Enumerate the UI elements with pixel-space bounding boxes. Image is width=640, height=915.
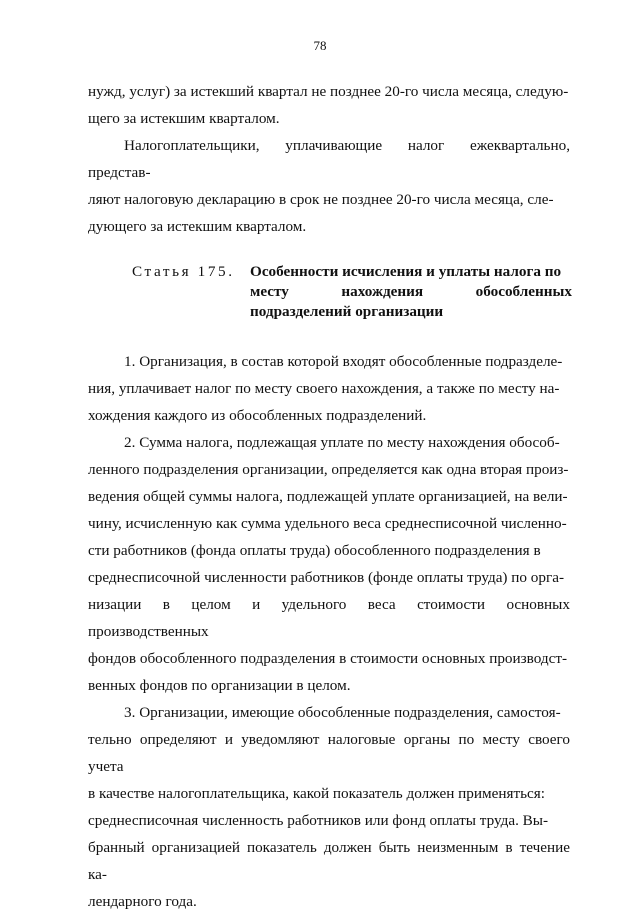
text-line: бранный организацией показатель должен быть неизменным в течение ка- <box>88 839 570 883</box>
page-number: 78 <box>313 38 327 53</box>
text-line: сти работников (фонда оплаты труда) обособленного подразделения в <box>88 542 541 559</box>
article-paragraph-2 <box>88 429 570 699</box>
article-title-line: Особенности исчисления и уплаты налога по <box>250 263 562 280</box>
text-line: тельно определяют и уведомляют налоговые органы по месту своего учета <box>88 731 570 775</box>
intro-paragraph-1 <box>88 78 570 132</box>
text-line: щего за истекшим кварталом. <box>88 110 280 127</box>
text-line: венных фондов по организации в целом. <box>88 677 351 694</box>
article-label: Статья 175. <box>132 263 235 280</box>
text-line: 3. Организации, имеющие обособленные подразделения, самостоя- <box>124 704 561 721</box>
text-line: 2. Сумма налога, подлежащая уплате по месту нахождения обособ- <box>124 434 560 451</box>
intro-paragraph-2 <box>88 132 570 240</box>
text-line: хождения каждого из обособленных подразделений. <box>88 407 427 424</box>
article-title-word: нахождения <box>341 283 424 300</box>
article-title-word: месту <box>250 283 289 300</box>
text-line: низации в целом и удельного веса стоимости основных производственных <box>88 596 570 640</box>
text-line: ведения общей суммы налога, подлежащей уплате организацией, на вели- <box>88 488 568 505</box>
article-body <box>88 348 570 915</box>
text-line: среднесписочная численность работников или фонд оплаты труда. Вы- <box>88 812 549 829</box>
text-line: среднесписочной численности работников (фонде оплаты труда) по орга- <box>88 569 565 586</box>
article-paragraph-1 <box>88 348 570 429</box>
text-line: ляют налоговую декларацию в срок не позднее 20-го числа месяца, сле- <box>88 191 554 208</box>
article-title-word: обособленных <box>475 283 572 300</box>
text-line: дующего за истекшим кварталом. <box>88 218 307 235</box>
article-title-line: подразделений организации <box>250 303 444 320</box>
article-title <box>250 262 572 322</box>
text-line: в качестве налогоплательщика, какой показатель должен применяться: <box>88 785 546 802</box>
text-line: Налогоплательщики, уплачивающие налог ежеквартально, представ- <box>88 137 570 181</box>
text-line: лендарного года. <box>88 893 197 910</box>
text-line: ленного подразделения организации, определяется как одна вторая произ- <box>88 461 569 478</box>
article-paragraph-3 <box>88 699 570 915</box>
intro-text <box>88 78 570 240</box>
text-line: ния, уплачивает налог по месту своего нахождения, а также по месту на- <box>88 380 560 397</box>
text-line: нужд, услуг) за истекший квартал не позднее 20-го числа месяца, следую- <box>88 83 569 100</box>
article-title-line <box>250 282 572 302</box>
text-line: 1. Организация, в состав которой входят обособленные подразделе- <box>124 353 563 370</box>
text-line: чину, исчисленную как сумма удельного веса среднесписочной численно- <box>88 515 567 532</box>
text-line: фондов обособленного подразделения в стоимости основных производст- <box>88 650 568 667</box>
